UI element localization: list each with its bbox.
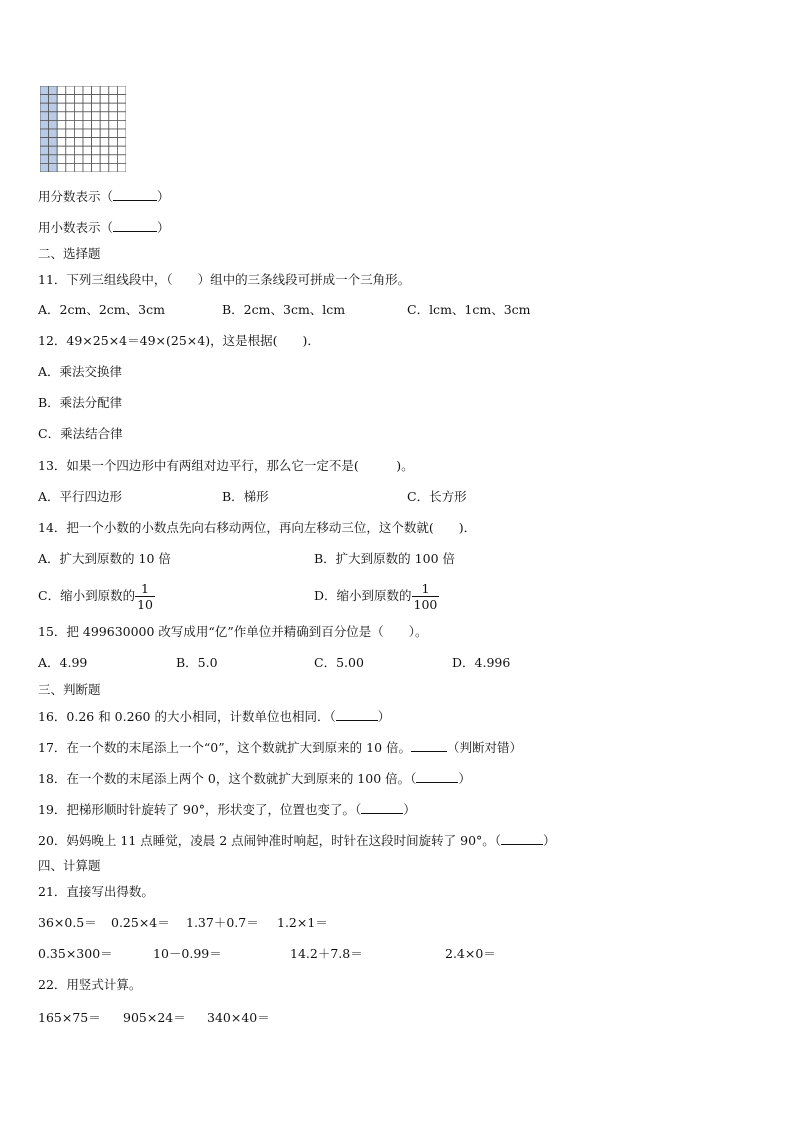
grid-cell-shaded	[49, 86, 58, 95]
q14-option-b[interactable]: B．扩大到原数的 100 倍	[314, 551, 455, 566]
grid-cell	[109, 138, 118, 147]
grid-cell	[66, 138, 75, 147]
grid-cell	[109, 86, 118, 95]
q13-option-a[interactable]: A．平行四边形	[38, 489, 123, 504]
q11-option-b[interactable]: B．2cm、3cm、lcm	[222, 302, 346, 317]
q12-option-b[interactable]: B．乘法分配律	[38, 395, 123, 410]
grid-cell-shaded	[40, 146, 49, 155]
grid-cell	[117, 86, 126, 95]
grid-cell	[100, 138, 109, 147]
grid-cell-shaded	[40, 155, 49, 164]
grid-cell	[109, 103, 118, 112]
grid-cell	[100, 129, 109, 138]
grid-cell	[83, 112, 92, 121]
grid-cell	[117, 120, 126, 129]
decimal-answer-line	[38, 219, 170, 236]
grid-cell	[57, 95, 66, 104]
q12-option-c[interactable]: C．乘法结合律	[38, 426, 123, 441]
grid-cell	[74, 95, 83, 104]
grid-cell-shaded	[49, 103, 58, 112]
denominator: 10	[137, 597, 153, 612]
q17-answer-blank[interactable]	[411, 739, 447, 752]
grid-cell	[83, 129, 92, 138]
question-16-stem: 16．0.26 和 0.260 的大小相同，计数单位也相同．（	[38, 709, 336, 724]
grid-cell	[83, 163, 92, 172]
section-heading-choice: 二、选择题	[38, 246, 101, 261]
denominator: 100	[413, 597, 438, 612]
paren-close: ）	[458, 771, 471, 786]
grid-cell-shaded	[40, 129, 49, 138]
grid-cell	[100, 86, 109, 95]
q14-option-d[interactable]	[314, 576, 439, 616]
grid-cell-shaded	[49, 155, 58, 164]
q22-item-3: 340×40＝	[207, 1010, 270, 1025]
q21-item-3: 1.37＋0.7＝	[186, 915, 259, 930]
q21-item-6: 10－0.99＝	[153, 946, 222, 961]
hundred-grid	[40, 86, 126, 172]
grid-cell-shaded	[49, 163, 58, 172]
grid-cell	[109, 95, 118, 104]
grid-cell	[57, 138, 66, 147]
question-16	[38, 708, 390, 725]
q21-item-5: 0.35×300＝	[38, 946, 113, 961]
q15-option-a[interactable]: A．4.99	[38, 655, 88, 670]
grid-cell	[83, 146, 92, 155]
grid-cell-shaded	[40, 95, 49, 104]
question-18	[38, 770, 471, 787]
grid-cell	[92, 138, 101, 147]
grid-cell	[74, 103, 83, 112]
grid-cell	[109, 112, 118, 121]
grid-cell	[92, 120, 101, 129]
q14-option-c-label: C．缩小到原数的	[38, 588, 136, 603]
question-17-stem: 17．在一个数的末尾添上一个“0”，这个数就扩大到原来的 10 倍。	[38, 740, 411, 755]
q15-option-d[interactable]: D．4.996	[452, 655, 511, 670]
grid-cell	[92, 163, 101, 172]
grid-cell	[117, 138, 126, 147]
grid-cell	[109, 129, 118, 138]
grid-cell	[57, 163, 66, 172]
grid-cell	[74, 146, 83, 155]
q16-answer-blank[interactable]	[336, 708, 378, 721]
q11-option-c[interactable]: C．lcm、1cm、3cm	[407, 302, 531, 317]
paren-close: ）	[403, 802, 416, 817]
grid-cell	[100, 155, 109, 164]
grid-cell-shaded	[49, 95, 58, 104]
grid-cell	[57, 146, 66, 155]
grid-cell-shaded	[49, 129, 58, 138]
q17-note: （判断对错）	[447, 740, 523, 755]
q21-item-4: 1.2×1＝	[277, 915, 328, 930]
grid-cell-shaded	[40, 86, 49, 95]
question-22-stem: 22．用竖式计算。	[38, 977, 142, 992]
grid-cell	[117, 95, 126, 104]
grid-cell	[83, 155, 92, 164]
q14-option-d-label: D．缩小到原数的	[314, 588, 412, 603]
question-19	[38, 801, 416, 818]
fraction-one-tenth	[135, 581, 155, 612]
decimal-prompt: 用小数表示（	[38, 220, 114, 235]
grid-cell	[92, 86, 101, 95]
paren-close: ）	[157, 189, 170, 204]
grid-cell	[74, 112, 83, 121]
q21-item-1: 36×0.5＝	[38, 915, 97, 930]
grid-cell	[100, 120, 109, 129]
question-13-stem: 13．如果一个四边形中有两组对边平行，那么它一定不是( )。	[38, 458, 414, 473]
q13-option-c[interactable]: C．长方形	[407, 489, 467, 504]
grid-cell	[66, 120, 75, 129]
question-20-stem: 20．妈妈晚上 11 点睡觉，凌晨 2 点闹钟准时响起，时针在这段时间旋转了 90°。（	[38, 833, 502, 848]
grid-cell	[83, 120, 92, 129]
grid-cell	[74, 163, 83, 172]
question-18-stem: 18．在一个数的末尾添上两个 0，这个数就扩大到原来的 100 倍。（	[38, 771, 417, 786]
question-11-stem: 11．下列三组线段中，（ ）组中的三条线段可拼成一个三角形。	[38, 272, 411, 287]
grid-cell	[100, 112, 109, 121]
grid-cell	[74, 155, 83, 164]
grid-cell	[74, 129, 83, 138]
grid-cell-shaded	[40, 120, 49, 129]
grid-cell	[92, 112, 101, 121]
question-14-stem: 14．把一个小数的小数点先向右移动两位，再向左移动三位，这个数就( )．	[38, 520, 477, 535]
section-heading-judgement: 三、判断题	[38, 682, 101, 697]
grid-cell	[66, 163, 75, 172]
grid-cell	[66, 146, 75, 155]
decimal-blank[interactable]	[113, 219, 157, 232]
question-20	[38, 832, 556, 849]
grid-cell	[109, 163, 118, 172]
grid-cell-shaded	[40, 112, 49, 121]
fraction-answer-line	[38, 188, 170, 205]
grid-cell	[83, 103, 92, 112]
grid-cell	[57, 155, 66, 164]
q15-option-b[interactable]: B．5.0	[176, 655, 218, 670]
grid-cell	[74, 120, 83, 129]
q13-option-b[interactable]: B．梯形	[222, 489, 269, 504]
grid-cell-shaded	[40, 163, 49, 172]
grid-cell	[66, 129, 75, 138]
q19-answer-blank[interactable]	[361, 801, 403, 814]
numerator: 1	[135, 581, 155, 597]
grid-cell	[92, 103, 101, 112]
grid-cell	[57, 86, 66, 95]
grid-cell	[74, 138, 83, 147]
grid-cell-shaded	[49, 146, 58, 155]
grid-cell	[92, 146, 101, 155]
grid-cell	[83, 138, 92, 147]
q18-answer-blank[interactable]	[416, 770, 458, 783]
grid-cell	[117, 112, 126, 121]
q22-item-2: 905×24＝	[123, 1010, 186, 1025]
grid-cell	[100, 146, 109, 155]
grid-cell	[100, 103, 109, 112]
grid-cell	[109, 146, 118, 155]
grid-cell	[117, 129, 126, 138]
section-heading-calculation: 四、计算题	[38, 858, 101, 873]
grid-cell	[83, 86, 92, 95]
grid-cell	[117, 155, 126, 164]
grid-cell	[66, 103, 75, 112]
grid-cell	[109, 120, 118, 129]
grid-cell	[92, 155, 101, 164]
q21-item-7: 14.2＋7.8＝	[290, 946, 363, 961]
grid-cell-shaded	[40, 138, 49, 147]
grid-cell	[74, 86, 83, 95]
grid-cell	[92, 129, 101, 138]
question-17	[38, 739, 522, 756]
grid-cell	[117, 163, 126, 172]
fraction-blank[interactable]	[113, 188, 157, 201]
numerator: 1	[412, 581, 440, 597]
q15-option-c[interactable]: C．5.00	[314, 655, 364, 670]
grid-cell	[66, 95, 75, 104]
grid-cell-shaded	[49, 120, 58, 129]
question-19-stem: 19．把梯形顺时针旋转了 90°，形状变了，位置也变了。（	[38, 802, 362, 817]
grid-cell	[117, 146, 126, 155]
q11-option-a[interactable]: A．2cm、2cm、3cm	[38, 302, 165, 317]
q20-answer-blank[interactable]	[501, 832, 543, 845]
grid-cell	[109, 155, 118, 164]
grid-cell	[83, 95, 92, 104]
grid-cell	[100, 163, 109, 172]
q14-option-a[interactable]: A．扩大到原数的 10 倍	[38, 551, 171, 566]
grid-cell	[100, 95, 109, 104]
grid-cell-shaded	[40, 103, 49, 112]
paren-close: ）	[543, 833, 556, 848]
question-21-stem: 21．直接写出得数。	[38, 884, 154, 899]
q12-option-a[interactable]: A．乘法交换律	[38, 364, 123, 379]
grid-cell	[92, 95, 101, 104]
fraction-one-hundredth	[412, 581, 440, 612]
grid-cell	[66, 155, 75, 164]
grid-cell	[66, 112, 75, 121]
grid-cell	[57, 112, 66, 121]
q14-option-c[interactable]	[38, 576, 155, 616]
grid-cell	[117, 103, 126, 112]
fraction-prompt: 用分数表示（	[38, 189, 114, 204]
paren-close: ）	[377, 709, 391, 724]
question-12-stem: 12．49×25×4＝49×(25×4)，这是根据( )．	[38, 333, 320, 348]
q21-item-8: 2.4×0＝	[445, 946, 496, 961]
grid-cell	[57, 129, 66, 138]
question-15-stem: 15．把 499630000 改写成用“亿”作单位并精确到百分位是（ ）。	[38, 624, 428, 639]
paren-close: ）	[157, 220, 170, 235]
q22-item-1: 165×75＝	[38, 1010, 101, 1025]
grid-cell-shaded	[49, 138, 58, 147]
grid-cell	[66, 86, 75, 95]
q21-item-2: 0.25×4＝	[111, 915, 170, 930]
grid-cell	[57, 120, 66, 129]
grid-cell-shaded	[49, 112, 58, 121]
grid-cell	[57, 103, 66, 112]
